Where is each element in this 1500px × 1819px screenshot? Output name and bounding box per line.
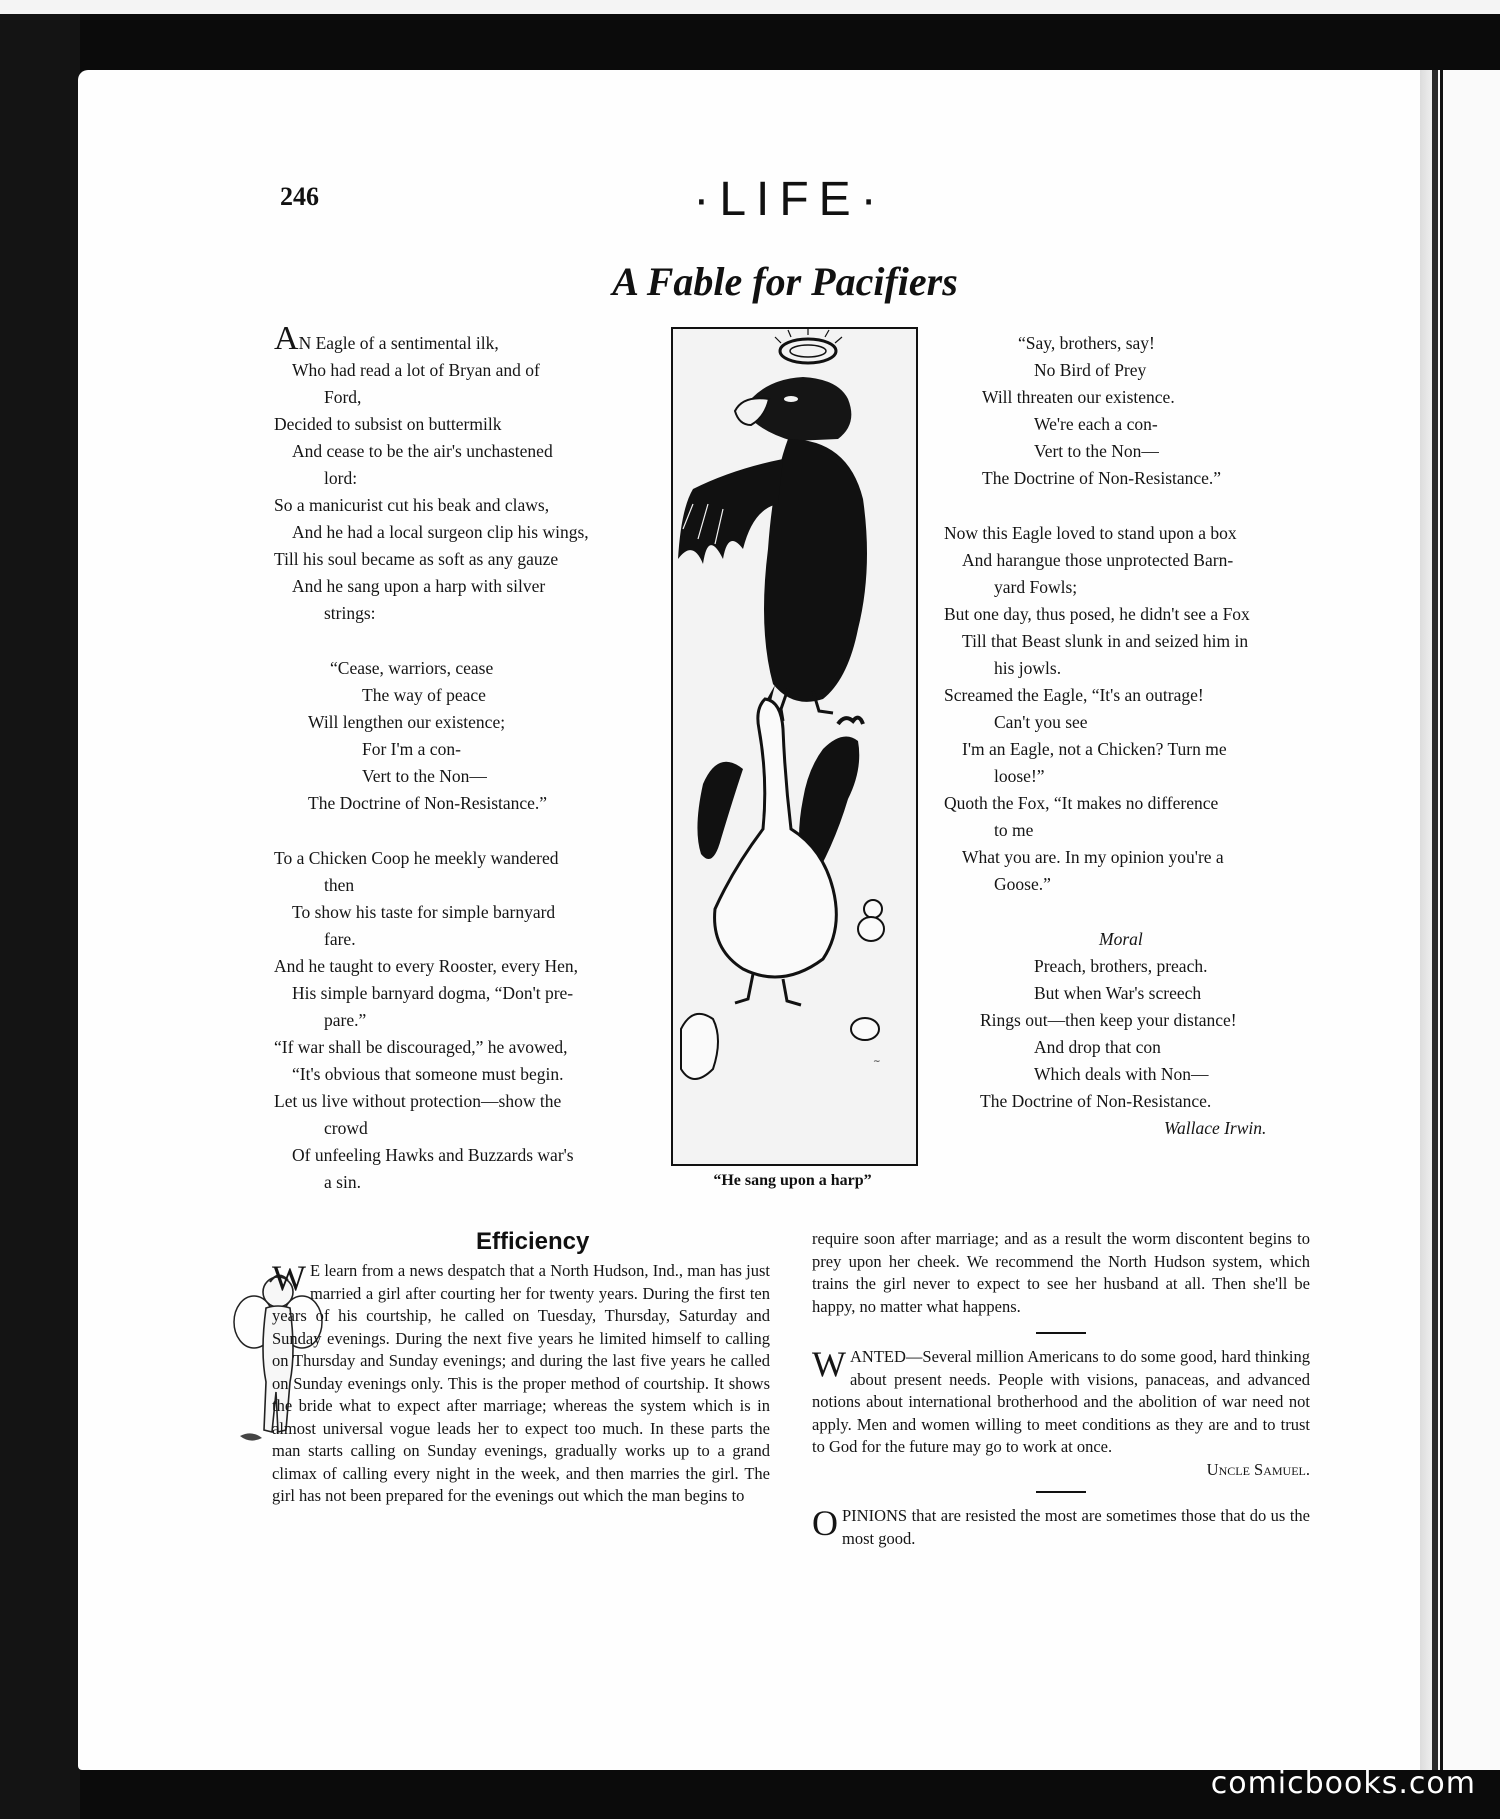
divider-rule xyxy=(1036,1491,1086,1493)
verse-line: Till his soul became as soft as any gauze xyxy=(274,549,559,569)
verse-line: loose!” xyxy=(994,766,1045,786)
fable-left-column xyxy=(274,320,644,1196)
illustration-eagle-goose xyxy=(671,327,918,1166)
spine xyxy=(1432,70,1438,1770)
verse-line: His simple barnyard dogma, “Don't pre- xyxy=(292,983,574,1003)
verse-line: Which deals with Non— xyxy=(1034,1064,1209,1084)
wanted-signature: Uncle Samuel. xyxy=(1206,1459,1310,1479)
divider-rule xyxy=(1036,1332,1086,1334)
illustration-drawing xyxy=(673,329,916,1164)
verse-line: To a Chicken Coop he meekly wandered xyxy=(274,848,559,868)
verse-line: Will threaten our existence. xyxy=(982,387,1175,407)
verse-line: So a manicurist cut his beak and claws, xyxy=(274,495,550,515)
verse-line: And harangue those unprotected Barn- xyxy=(962,550,1234,570)
verse-line: But when War's screech xyxy=(1034,983,1202,1003)
hen-head xyxy=(681,1014,718,1079)
verse-line: And he taught to every Rooster, every Hen, xyxy=(274,956,579,976)
verse-line: Let us live without protection—show the xyxy=(274,1091,562,1111)
scan-background xyxy=(0,14,80,1819)
verse-line: The Doctrine of Non-Resistance.” xyxy=(308,793,548,813)
verse-line: lord: xyxy=(324,468,358,488)
verse-line: Till that Beast slunk in and seized him in xyxy=(962,631,1249,651)
efficiency-title: Efficiency xyxy=(476,1228,590,1255)
drop-cap-a: A xyxy=(274,320,299,357)
verse-line: The Doctrine of Non-Resistance.” xyxy=(982,468,1222,488)
verse-line: And drop that con xyxy=(1034,1037,1161,1057)
artist-signature: ~ xyxy=(873,1057,881,1067)
verse-line: Vert to the Non— xyxy=(1034,441,1159,461)
verse-line: Rings out—then keep your distance! xyxy=(980,1010,1237,1030)
next-page-edge xyxy=(1440,70,1500,1770)
verse-line: N Eagle of a sentimental ilk, xyxy=(298,333,499,353)
verse-line: yard Fowls; xyxy=(994,577,1078,597)
verse-line: a sin. xyxy=(324,1172,361,1192)
verse-line: The Doctrine of Non-Resistance. xyxy=(980,1091,1212,1111)
verse-line: Who had read a lot of Bryan and of xyxy=(292,360,540,380)
verse-line: “If war shall be discouraged,” he avowed, xyxy=(274,1037,568,1057)
verse-line: Can't you see xyxy=(994,712,1088,732)
drop-cap-o: O xyxy=(812,1503,838,1543)
verse-line: To show his taste for simple barnyard xyxy=(292,902,556,922)
verse-line: The way of peace xyxy=(362,685,486,705)
verse-line: “Cease, warriors, cease xyxy=(330,658,494,678)
verse-line: I'm an Eagle, not a Chicken? Turn me xyxy=(962,739,1227,759)
verse-line: Ford, xyxy=(324,387,362,407)
verse-line: Now this Eagle loved to stand upon a box xyxy=(944,523,1237,543)
verse-line: We're each a con- xyxy=(1034,414,1158,434)
egg xyxy=(851,1018,879,1040)
verse-line: Preach, brothers, preach. xyxy=(1034,956,1208,976)
verse-line: Quoth the Fox, “It makes no difference xyxy=(944,793,1219,813)
efficiency-body xyxy=(272,1260,770,1508)
right-prose-column xyxy=(812,1228,1310,1550)
drop-cap-w: W xyxy=(812,1344,846,1384)
chorus-2 xyxy=(944,330,1334,492)
verse-line: “It's obvious that someone must begin. xyxy=(292,1064,564,1084)
verse-line: Will lengthen our existence; xyxy=(308,712,506,732)
verse-line: Of unfeeling Hawks and Buzzards war's xyxy=(292,1145,574,1165)
verse-line: crowd xyxy=(324,1118,368,1138)
moral-heading: Moral xyxy=(1099,929,1143,949)
watermark: comicbooks.com xyxy=(1210,1766,1476,1801)
verse-line: And cease to be the air's unchastened xyxy=(292,441,553,461)
opinions-notice xyxy=(812,1505,1310,1550)
verse-line: then xyxy=(324,875,355,895)
illustration-caption: “He sang upon a harp” xyxy=(713,1172,872,1189)
verse-line: Decided to subsist on buttermilk xyxy=(274,414,502,434)
verse-line: And he sang upon a harp with silver xyxy=(292,576,546,596)
stanza-1 xyxy=(274,320,644,627)
verse-line: For I'm a con- xyxy=(362,739,461,759)
top-strip xyxy=(0,0,1500,14)
masthead: ·LIFE· xyxy=(693,173,887,226)
page-number: 246 xyxy=(280,182,319,211)
verse-line: “Say, brothers, say! xyxy=(1018,333,1155,353)
verse-line: No Bird of Prey xyxy=(1034,360,1147,380)
drop-cap-w: W xyxy=(272,1258,306,1298)
verse-line: Screamed the Eagle, “It's an outrage! xyxy=(944,685,1204,705)
opinions-text: PINIONS that are resisted the most are sometimes those that do us the most good. xyxy=(842,1506,1310,1548)
wanted-text: ANTED—Several million Americans to do some good, hard thinking about present needs. People with visions, panaceas, and advanced notions about international brotherhood and the abolition of war need not apply. Men and women willing to meet conditions as they are and to trust to God for the future may go to work at once. xyxy=(812,1347,1310,1456)
efficiency-continuation: require soon after marriage; and as a result the worm discontent begins to prey upon her cheek. We recommend the North Hudson system, which trains the girl never to expect to see her husband at all. Then she'll be happy, no matter what happens. xyxy=(812,1229,1310,1316)
verse-line: strings: xyxy=(324,603,376,623)
stanza-3 xyxy=(944,520,1334,898)
verse-line: But one day, thus posed, he didn't see a Fox xyxy=(944,604,1250,624)
verse-line: What you are. In my opinion you're a xyxy=(962,847,1224,867)
author-signature: Wallace Irwin. xyxy=(1164,1118,1267,1138)
verse-line: to me xyxy=(994,820,1034,840)
stanza-2 xyxy=(274,845,644,1196)
fable-title: A Fable for Pacifiers xyxy=(612,259,958,304)
verse-line: pare.” xyxy=(324,1010,367,1030)
verse-line: Vert to the Non— xyxy=(362,766,487,786)
wanted-notice xyxy=(812,1346,1310,1481)
verse-line: fare. xyxy=(324,929,356,949)
fable-right-column xyxy=(944,330,1334,1142)
verse-line: his jowls. xyxy=(994,658,1062,678)
efficiency-text: E learn from a news despatch that a North Hudson, Ind., man has just married a girl after courting her for twenty years. During the first ten years of his courtship, he called on Tuesday, Thursday, Saturday and Sunday evenings. During the next five years he limited himself to calling on Thursday and Sunday evenings; and during the last five years he called on Sunday evenings only. This is the proper method of courtship. It shows the bride what to expect after marriage; whereas the system which is in almost universal vogue leads her to expect too much. In these parts the man starts calling on Sunday evenings, gradually works up to a grand climax of calling every night in the week, and then marries the girl. The girl has not been prepared for the evenings out which the man begins to xyxy=(272,1261,770,1505)
moral xyxy=(944,926,1334,1142)
chorus-1 xyxy=(274,655,644,817)
verse-line: And he had a local surgeon clip his wings, xyxy=(292,522,589,542)
chick xyxy=(864,900,882,918)
verse-line: Goose.” xyxy=(994,874,1051,894)
